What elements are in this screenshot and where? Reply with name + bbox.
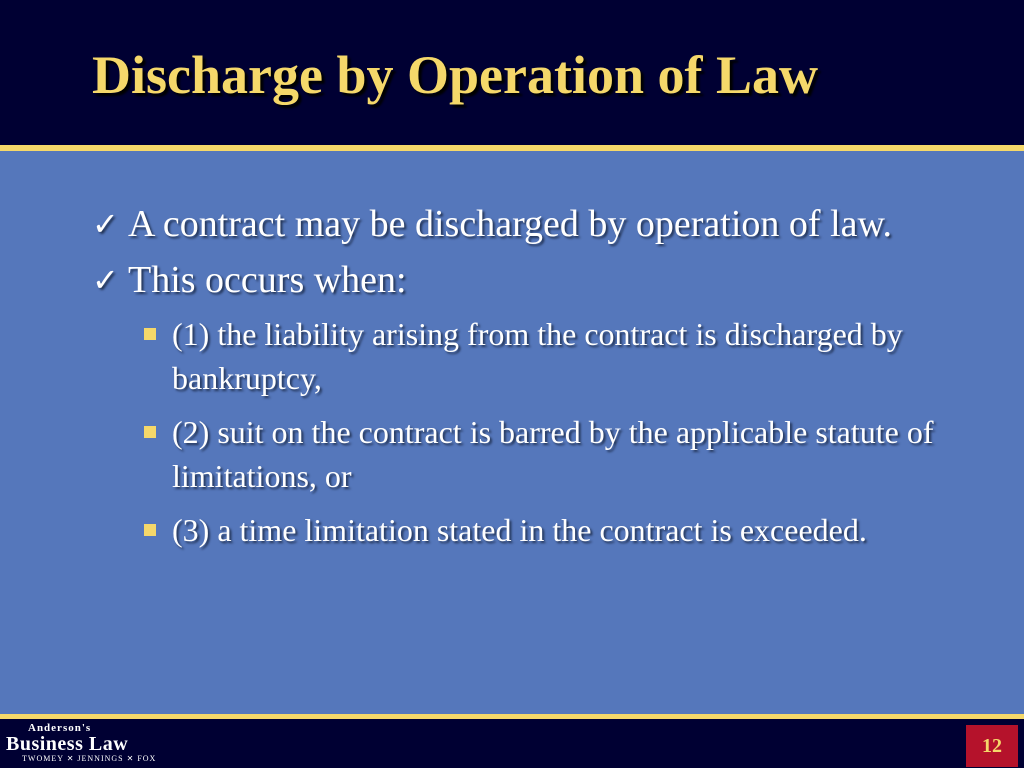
title-bar	[0, 0, 1024, 145]
checkmark-icon: ✓	[92, 261, 119, 299]
square-bullet-icon	[144, 328, 156, 340]
checkmark-icon: ✓	[92, 205, 119, 243]
logo-authors-text: TWOMEY ✕ JENNINGS ✕ FOX	[22, 754, 157, 763]
sub-bullet-1	[92, 312, 952, 400]
sub-bullet-2-text: (2) suit on the contract is barred by the applicable statute of limitations, or	[172, 414, 934, 494]
sub-bullet-list	[92, 312, 952, 552]
bullet-1-text: A contract may be discharged by operation of law.	[128, 203, 892, 245]
footer-bar	[0, 719, 1024, 768]
sub-bullet-3	[92, 508, 952, 552]
page-number-badge: 12	[966, 725, 1018, 767]
slide-title: Discharge by Operation of Law	[92, 45, 818, 105]
sub-bullet-3-text: (3) a time limitation stated in the contract is exceeded.	[172, 512, 867, 548]
slide-body	[92, 200, 952, 562]
title-divider	[0, 145, 1024, 151]
sub-bullet-1-text: (1) the liability arising from the contract is discharged by bankruptcy,	[172, 316, 903, 396]
bullet-1	[92, 200, 952, 248]
square-bullet-icon	[144, 524, 156, 536]
andersons-business-law-logo	[6, 723, 156, 763]
logo-top-text: Anderson's	[28, 722, 92, 734]
logo-main-text: Business Law	[6, 733, 129, 755]
square-bullet-icon	[144, 426, 156, 438]
bullet-2-text: This occurs when:	[128, 259, 407, 301]
sub-bullet-2	[92, 410, 952, 498]
bullet-2	[92, 256, 952, 304]
